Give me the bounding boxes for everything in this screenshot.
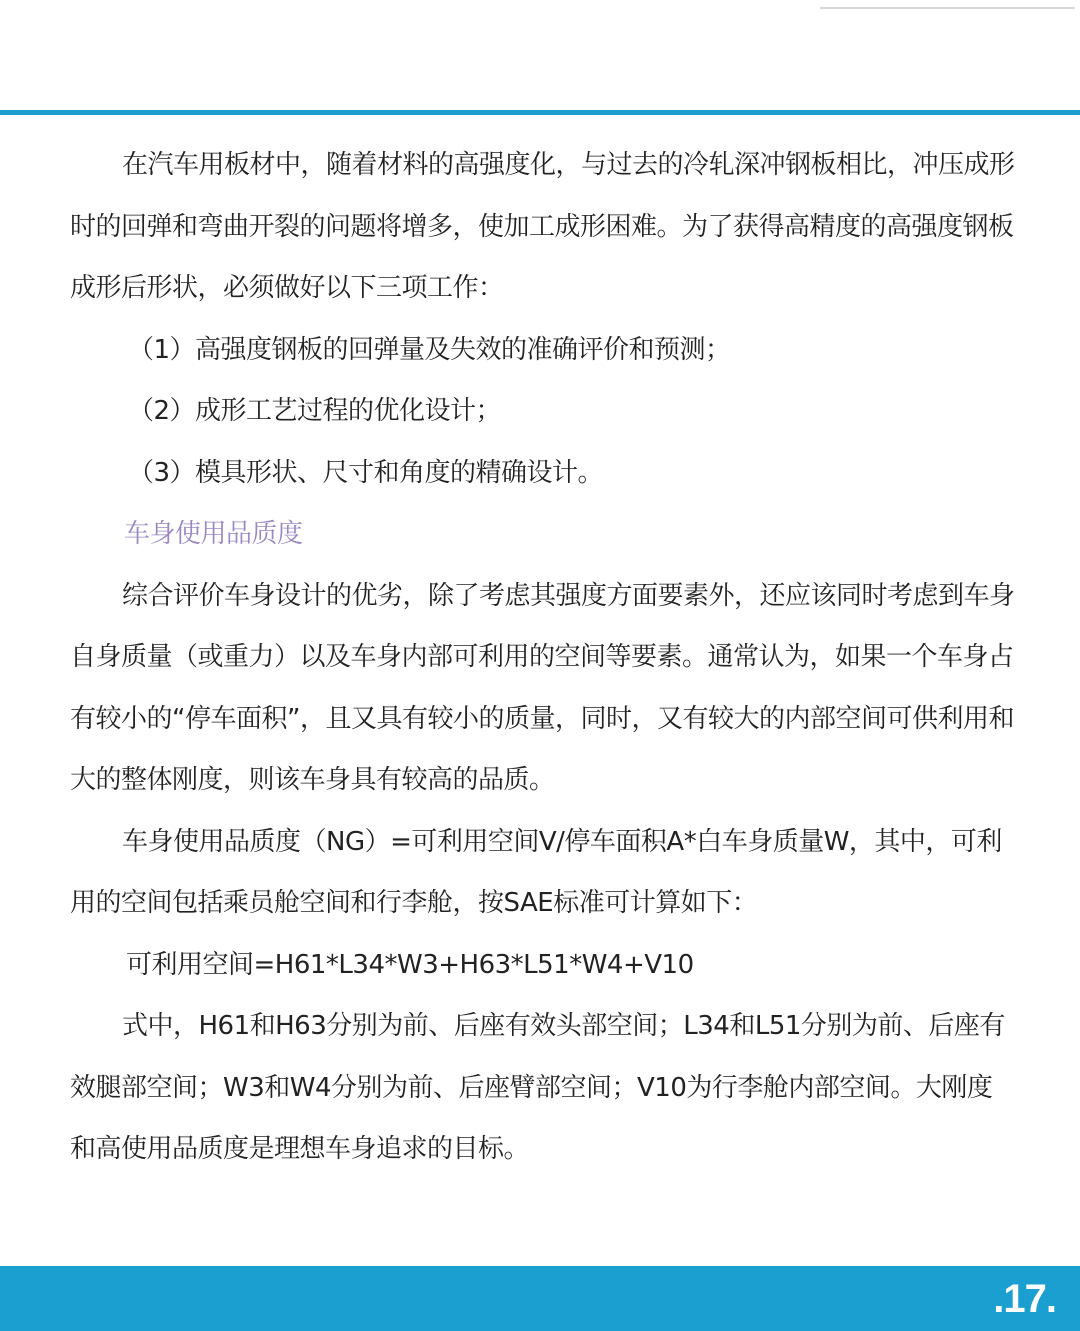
list-item-2: （2）成形工艺过程的优化设计； (128, 396, 502, 426)
list-item-3: （3）模具形状、尺寸和角度的精确设计。 (128, 457, 604, 488)
explanation-paragraph: 式中，H61和H63分别为前、后座有效头部空间；L34和L51分别为前、后座有效腿部空间；W3和W4分别为前、后座臂部空间；V10为行李舱内部空间。大刚度和高使用品质度是理想车身追求的目标。 (70, 1011, 1005, 1164)
header-accent-bar (0, 110, 1080, 115)
formula-line: 可利用空间=H61*L34*W3+H63*L51*W4+V10 (126, 949, 694, 980)
top-divider (820, 7, 1075, 9)
page-number: .17. (993, 1277, 1056, 1321)
list-item-1: （1）高强度钢板的回弹量及失效的准确评价和预测； (128, 334, 731, 365)
footer-bar (0, 1266, 1080, 1331)
evaluation-paragraph: 综合评价车身设计的优劣，除了考虑其强度方面要素外，还应该同时考虑到车身自身质量（或重力）以及车身内部可利用的空间等要素。通常认为，如果一个车身占有较小的“停车面积”，且又具有较小的质量，同时，又有较大的内部空间可供利用和大的整体刚度，则该车身具有较高的品质。 (70, 580, 1015, 795)
article-body (70, 135, 1015, 1181)
definition-paragraph: 车身使用品质度（NG）=可利用空间V/停车面积A*白车身质量W，其中，可利用的空间包括乘员舱空间和行李舱，按SAE标准可计算如下： (70, 826, 1002, 918)
intro-paragraph: 在汽车用板材中，随着材料的高强度化，与过去的冷轧深冲钢板相比，冲压成形时的回弹和弯曲开裂的问题将增多，使加工成形困难。为了获得高精度的高强度钢板成形后形状，必须做好以下三项工作： (70, 150, 1015, 303)
section-heading: 车身使用品质度 (124, 519, 303, 549)
